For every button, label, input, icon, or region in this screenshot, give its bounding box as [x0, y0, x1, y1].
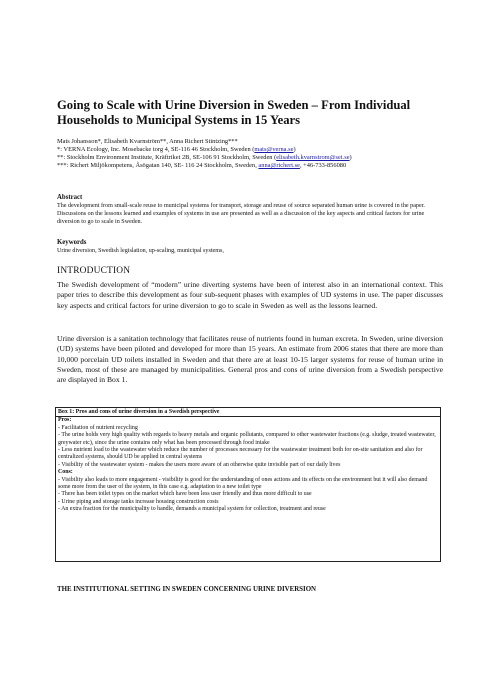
introduction-heading: INTRODUCTION	[57, 266, 131, 276]
abstract-text: The development from small-scale reuse to municipal systems for transport, storage and reuse of source separated human urine is covered in the paper. Discussions on the lessons learned and examples of systems in use are presented as well as a discussion of the key aspects and critical factors for urine diversion to go to scale in Sweden.	[57, 203, 425, 225]
abstract-heading: Abstract	[57, 194, 83, 201]
affiliation-2	[57, 154, 457, 162]
paper-title: Going to Scale with Urine Diversion in Sweden – From Individual Households to Municipal Systems in 15 Years	[57, 98, 411, 127]
author-names: Mats Johansson*, Elisabeth Kvarnström**, Anna Richert Stintzing***	[57, 138, 238, 145]
cons-item: - Visibility also leads to more engagement - visibility is good for the understanding of ones actions and its effects on the environment but it will also demand some more from the user of the system, in this case e.g. adaptation to a new toilet type	[58, 476, 428, 491]
cons-item: - An extra fraction for the municipality to handle, demands a municipal system for collection, treatment and reuse	[58, 506, 326, 513]
box-title: Box 1: Pros and cons of urine diversion in a Swedish perspective	[58, 409, 220, 415]
pros-label: Pros:	[58, 417, 72, 424]
affiliation-text: ***: Richert Miljökompetens, Åsögatan 140, SE- 116 24 Stockholm, Sweden,	[57, 162, 259, 169]
cons-item: - There has been toilet types on the market which have been less user friendly and thus more difficult to use	[58, 491, 312, 498]
affiliation-text: *: VERNA Ecology, Inc. Mosebacke torg 4, SE-116 46 Stockholm, Sweden (	[57, 146, 255, 153]
email-link[interactable]: anna@richert.se	[258, 162, 300, 169]
pros-item: - Less nutrient load to the wastewater which reduce the number of processes necessary for the wastewater treatment both for on-site sanitation and also for centralized systems, should UD be applied in central systems	[58, 447, 423, 461]
pros-item: - Facilitation of nutrient recycling	[58, 424, 138, 431]
pros-item: - Visibility of the wastewater system - makes the users more aware of an otherwise quite invisible part of our daily lives	[58, 461, 341, 468]
institutional-setting-heading: THE INSTITUTIONAL SETTING IN SWEDEN CONCERNING URINE DIVERSION	[57, 586, 317, 593]
email-link[interactable]: mats@verna.se	[254, 146, 294, 153]
author-block	[57, 138, 457, 170]
box-pros-cons	[55, 407, 441, 562]
keywords-text: Urine diversion, Swedish legislation, up-scaling, municipal systems,	[57, 248, 224, 254]
email-link[interactable]: elisabeth.kvarnstrom@sei.se	[276, 154, 350, 161]
cons-label: Cons:	[58, 469, 73, 476]
introduction-paragraph-1: The Swedish development of “modern” urine diverting systems have been of interest also in an international context. This paper tries to describe this development as four sub-sequent phases with examples of UD systems in use. The paper discusses key aspects and critical factors for urine diversion to go to scale in Sweden as well as the lessons learned.	[57, 280, 443, 310]
affiliation-3	[57, 162, 457, 170]
affiliation-suffix: )	[293, 146, 296, 153]
box-divider	[56, 416, 440, 513]
affiliation-suffix: , +46-733-856080	[299, 162, 347, 169]
pros-item: - The urine holds very high quality with regards to heavy metals and organic pollutants, compared to other wastewater fractions (e.g. sludge, treated wastewater, greywater etc), since the urine contains only what has been processed through food intake	[58, 432, 436, 446]
keywords-heading: Keywords	[57, 239, 87, 246]
abstract-section	[57, 194, 443, 226]
affiliation-text: **: Stockholm Environment Institute, Kräftriket 2B, SE-106 91 Stockholm, Sweden (	[57, 154, 277, 161]
cons-item: - Urine piping and storage tanks increase housing construction costs	[58, 498, 219, 505]
keywords-section	[57, 239, 443, 255]
affiliation-suffix: )	[349, 154, 352, 161]
affiliation-1	[57, 146, 457, 154]
introduction-paragraph-2: Urine diversion is a sanitation technology that facilitates reuse of nutrients found in human excreta. In Sweden, urine diversion (UD) systems have been piloted and developed for more than 15 years. An estimate from 2006 states that there are more than 10,000 porcelain UD toilets installed in Sweden and that there are at least 10-15 larger systems for reuse of human urine in Sweden, most of these are managed by municipalities. General pros and cons of urine diversion from a Swedish perspective are displayed in Box 1.	[57, 334, 443, 385]
